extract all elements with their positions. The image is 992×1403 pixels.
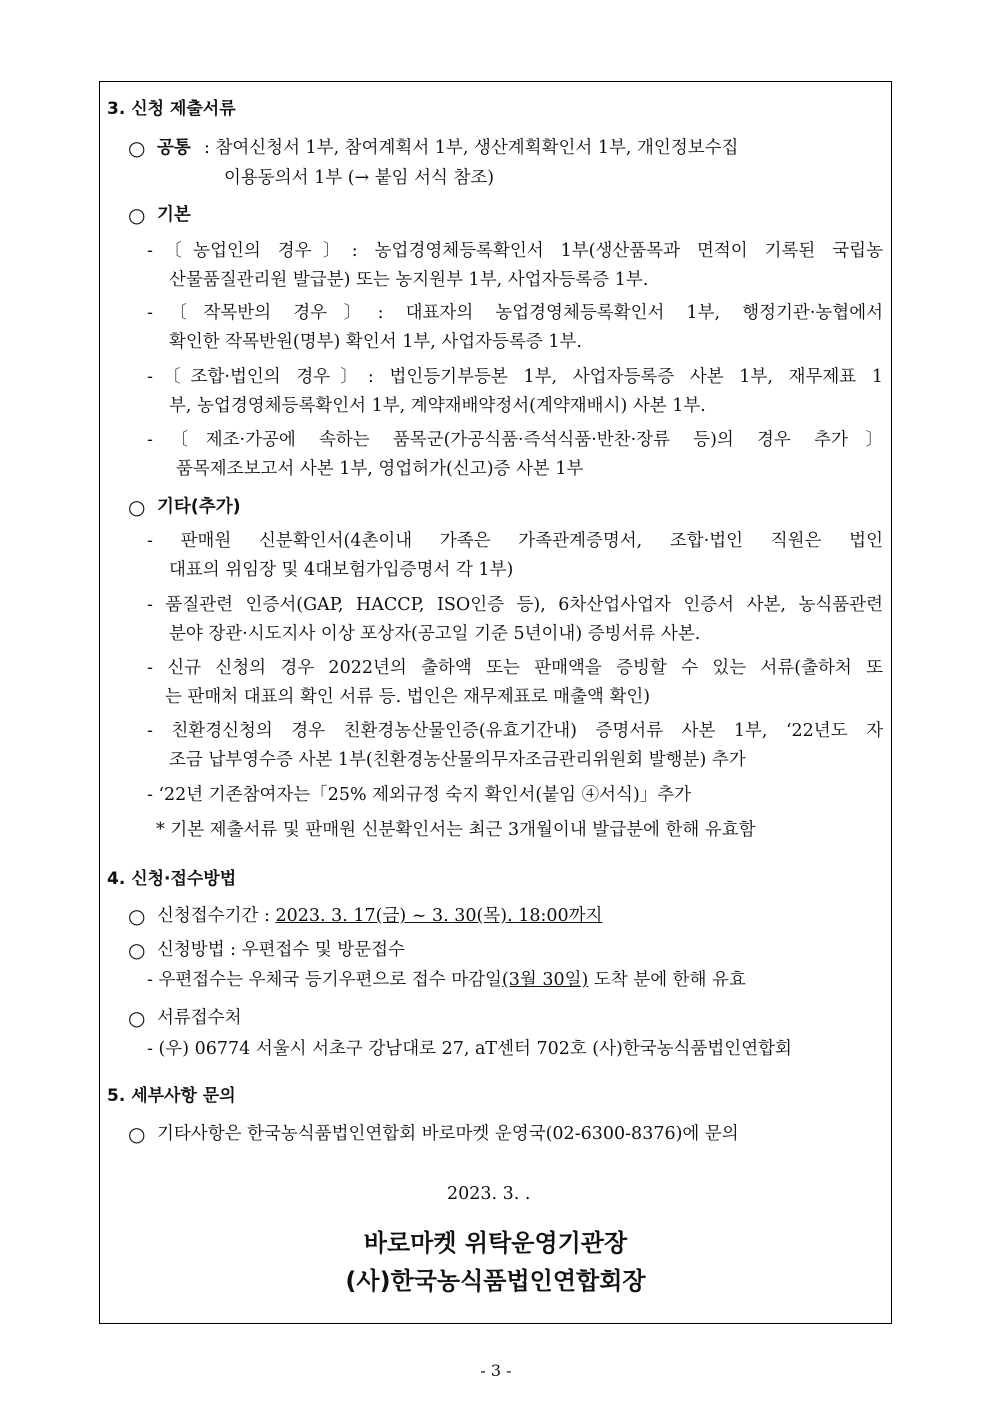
basic-item-4-line2: 품목제조보고서 사본 1부, 영업허가(신고)증 사본 1부 [176, 459, 584, 479]
application-period [157, 905, 602, 927]
application-method: 신청방법 : 우편접수 및 방문접수 [157, 940, 405, 960]
validity-note: * 기본 제출서류 및 판매원 신분확인서는 최근 3개월이내 발급분에 한해 유효함 [156, 820, 756, 840]
circle-bullet: ○ [128, 136, 146, 160]
basic-item-1-line2: 산물품질관리원 발급분) 또는 농지원부 1부, 사업자등록증 1부. [169, 270, 649, 290]
basic-item-4-line1: -〔제조·가공에 속하는 품목군(가공식품·즉석식품·반찬·장류 등)의 경우 추가〕 [147, 430, 883, 450]
etc-item-4-line1: - 친환경신청의 경우 친환경농산물인증(유효기간내) 증명서류 사본 1부, ‘22년도 자 [147, 721, 883, 741]
submission-address: - (우) 06774 서울시 서초구 강남대로 27, aT센터 702호 (사)한국농식품법인연합회 [147, 1039, 792, 1059]
circle-bullet: ○ [128, 938, 146, 962]
submission-place-label: 서류접수처 [157, 1008, 242, 1028]
postal-note-b: 도착 분에 한해 유효 [588, 970, 746, 990]
circle-bullet: ○ [128, 203, 146, 227]
section-4-title: 4. 신청·접수방법 [107, 869, 237, 889]
etc-item-4-line2: 조금 납부영수증 사본 1부(친환경농산물의무자조금관리위원회 발행분) 추가 [169, 750, 746, 770]
basic-item-3-line2: 부, 농업경영체등록확인서 1부, 계약재배약정서(계약재배시) 사본 1부. [169, 396, 706, 416]
circle-bullet: ○ [128, 1006, 146, 1030]
postal-note [147, 969, 746, 991]
etc-item-2-line2: 분야 장관·시도지사 이상 포상자(공고일 기준 5년이내) 증빙서류 사본. [169, 624, 701, 644]
basic-label: 기본 [157, 205, 191, 225]
inquiry-text: 기타사항은 한국농식품법인연합회 바로마켓 운영국(02-6300-8376)에 문의 [157, 1124, 739, 1144]
basic-item-1-line1: -〔농업인의 경우〕: 농업경영체등록확인서 1부(생산품목과 면적이 기록된 국립농 [147, 241, 883, 261]
etc-item-3-line1: - 신규 신청의 경우 2022년의 출하액 또는 판매액을 증빙할 수 있는 서류(출하처 또 [147, 658, 883, 678]
section-3-title: 3. 신청 제출서류 [107, 99, 236, 119]
basic-item-2-line1: -〔작목반의 경우〕: 대표자의 농업경영체등록확인서 1부, 행정기관·농협에서 [147, 303, 883, 323]
common-docs-line2: 이용동의서 1부 (→ 붙임 서식 참조) [224, 168, 495, 188]
etc-item-3-line2: 는 판매처 대표의 확인 서류 등. 법인은 재무제표로 매출액 확인) [165, 687, 651, 707]
circle-bullet: ○ [128, 1122, 146, 1146]
circle-bullet: ○ [128, 495, 146, 519]
section-5-title: 5. 세부사항 문의 [107, 1086, 236, 1106]
etc-item-1-line1: - 판매원 신분확인서(4촌이내 가족은 가족관계증명서, 조합·법인 직원은 법인 [147, 531, 883, 551]
circle-bullet: ○ [128, 904, 146, 928]
etc-item-1-line2: 대표의 위임장 및 4대보험가입증명서 각 1부) [169, 560, 514, 580]
common-label: 공통 [157, 138, 191, 158]
etc-item-5: - ‘22년 기존참여자는「25% 제외규정 숙지 확인서(붙임 ④서식)」추가 [147, 785, 692, 805]
signature-title: 바로마켓 위탁운영기관장 [363, 1229, 628, 1257]
signature-organization: (사)한국농식품법인연합회장 [345, 1267, 646, 1295]
period-value: 2023. 3. 17(금) ~ 3. 30(목). 18:00까지 [275, 906, 603, 926]
etc-item-2-line1: - 품질관련 인증서(GAP, HACCP, ISO인증 등), 6차산업사업자 인증서 사본, 농식품관련 [147, 595, 883, 615]
postal-note-a: - 우편접수는 우체국 등기우편으로 접수 마감일 [147, 970, 502, 990]
basic-item-2-line2: 확인한 작목반원(명부) 확인서 1부, 사업자등록증 1부. [169, 332, 582, 352]
etc-label: 기타(추가) [157, 497, 241, 517]
basic-item-3-line1: -〔조합·법인의 경우〕: 법인등기부등본 1부, 사업자등록증 사본 1부, 재무제표 1 [147, 367, 883, 387]
page-number: - 3 - [480, 1361, 512, 1380]
period-label: 신청접수기간 : [157, 906, 276, 926]
deadline-date: (3월 30일) [501, 970, 589, 990]
document-date: 2023. 3. . [447, 1184, 531, 1204]
common-docs-line1: : 참여신청서 1부, 참여계획서 1부, 생산계획확인서 1부, 개인정보수집 [204, 138, 739, 158]
